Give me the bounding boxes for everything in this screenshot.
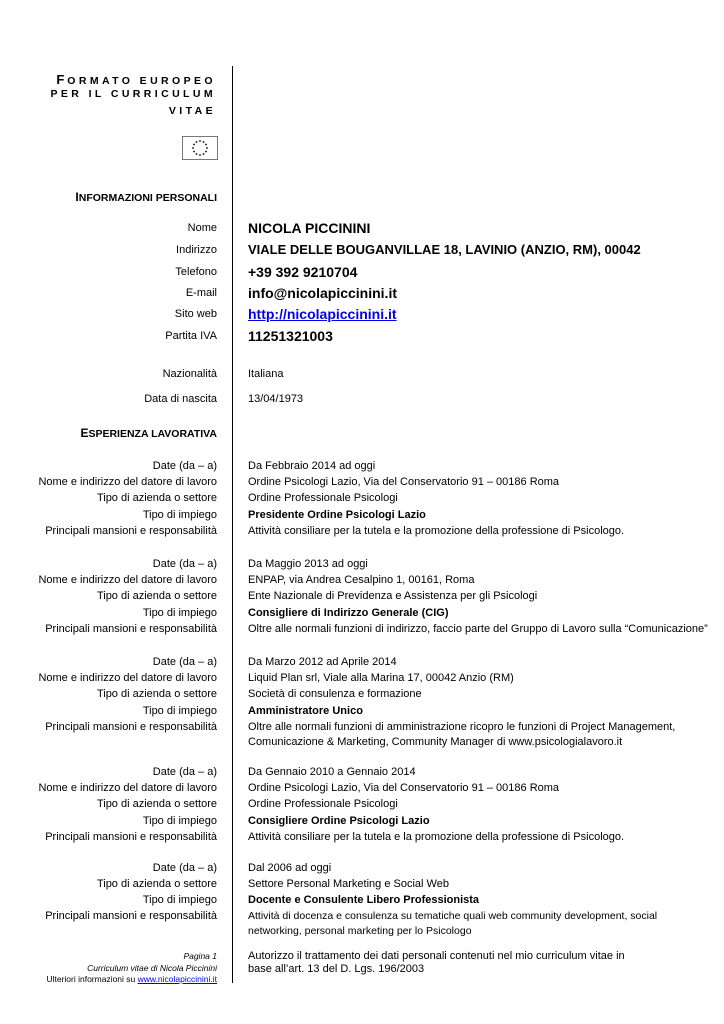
label-dates: Date (da – a) (152, 766, 217, 778)
entry-2-dates: Da Maggio 2013 ad oggi (248, 558, 368, 570)
value-nationality: Italiana (248, 368, 284, 380)
value-address: VIALE DELLE BOUGANVILLAE 18, LAVINIO (ANZIO, RM), 00042 (248, 242, 641, 257)
value-birthdate: 13/04/1973 (248, 393, 304, 405)
cv-title-line1 (56, 72, 216, 87)
entry-4-sector: Ordine Professionale Psicologi (248, 798, 398, 810)
page-number: Pagina 1 (183, 951, 217, 961)
label-sector: Tipo di azienda o settore (96, 492, 217, 504)
label-nationality: Nazionalità (162, 368, 217, 380)
label-job: Tipo di impiego (142, 509, 217, 521)
label-employer: Nome e indirizzo del datore di lavoro (38, 782, 217, 794)
entry-2-employer: ENPAP, via Andrea Cesalpino 1, 00161, Roma (248, 574, 475, 586)
value-phone: +39 392 9210704 (248, 264, 358, 280)
label-address: Indirizzo (176, 244, 217, 256)
entry-3-duties: Oltre alle normali funzioni di amministrazione ricopro le funzioni di Project Management, Comunicazione & Marketing, Community Manager di www.psicologialavoro.it (248, 721, 676, 748)
section-initial: E (80, 426, 89, 440)
column-divider (232, 66, 233, 983)
entry-1-job: Presidente Ordine Psicologi Lazio (248, 509, 426, 521)
label-dates: Date (da – a) (152, 656, 217, 668)
website-link[interactable]: http://nicolapiccinini.it (248, 306, 397, 322)
footer-cv-prefix: Curriculum vitae di (87, 962, 160, 973)
entry-5-sector: Settore Personal Marketing e Social Web (248, 878, 449, 890)
entry-5-dates: Dal 2006 ad oggi (248, 862, 332, 874)
title-rest: ORMATO EUROPEO (67, 75, 216, 87)
footer-cv-line (46, 963, 217, 975)
label-duties: Principali mansioni e responsabilità (45, 910, 217, 922)
label-employer: Nome e indirizzo del datore di lavoro (38, 476, 217, 488)
entry-4-job: Consigliere Ordine Psicologi Lazio (248, 815, 430, 827)
label-employer: Nome e indirizzo del datore di lavoro (38, 574, 217, 586)
eu-flag-icon (182, 136, 218, 160)
footer-more-prefix: Ulteriori informazioni su (46, 974, 138, 984)
label-sector: Tipo di azienda o settore (96, 798, 217, 810)
entry-3-job: Amministratore Unico (248, 705, 363, 717)
cv-title-line3: VITAE (168, 105, 216, 117)
footer-left (46, 951, 217, 986)
label-duties: Principali mansioni e responsabilità (45, 831, 217, 843)
entry-4-employer: Ordine Psicologi Lazio, Via del Conservatorio 91 – 00186 Roma (248, 782, 560, 794)
label-sector: Tipo di azienda o settore (96, 688, 217, 700)
value-email[interactable]: info@nicolapiccinini.it (248, 285, 397, 301)
label-job: Tipo di impiego (142, 815, 217, 827)
label-vat: Partita IVA (165, 330, 217, 342)
label-dates: Date (da – a) (152, 558, 217, 570)
entry-3-sector: Società di consulenza e formazione (248, 688, 422, 700)
label-employer: Nome e indirizzo del datore di lavoro (38, 672, 217, 684)
value-vat: 11251321003 (248, 328, 333, 344)
entry-3-dates: Da Marzo 2012 ad Aprile 2014 (248, 656, 397, 668)
label-website: Sito web (174, 308, 217, 320)
label-phone: Telefono (175, 266, 217, 278)
section-rest: NFORMAZIONI PERSONALI (78, 192, 217, 204)
entry-1-employer: Ordine Psicologi Lazio, Via del Conservatorio 91 – 00186 Roma (248, 476, 560, 488)
label-duties: Principali mansioni e responsabilità (45, 721, 217, 733)
entry-1-sector: Ordine Professionale Psicologi (248, 492, 398, 504)
entry-5-job: Docente e Consulente Libero Professionista (248, 894, 480, 906)
value-name: NICOLA PICCININI (248, 220, 371, 236)
privacy-consent: Autorizzo il trattamento dei dati personali contenuti nel mio curriculum vitae in base all’art. 13 del D. Lgs. 196/2003 (248, 950, 625, 975)
entry-3-employer: Liquid Plan srl, Viale alla Marina 17, 00042 Anzio (RM) (248, 672, 514, 684)
entry-4-dates: Da Gennaio 2010 a Gennaio 2014 (248, 766, 416, 778)
label-job: Tipo di impiego (142, 607, 217, 619)
entry-2-duties: Oltre alle normali funzioni di indirizzo, faccio parte del Gruppo di Lavoro sulla “Comunicazione” (248, 623, 708, 635)
label-sector: Tipo di azienda o settore (96, 590, 217, 602)
label-sector: Tipo di azienda o settore (96, 878, 217, 890)
entry-5-duties: Attività di docenza e consulenza su tematiche quali web community development, social networking, personal marketing per lo Psicologo (248, 910, 658, 937)
footer-cv-name: Nicola Piccinini (159, 962, 217, 973)
footer-website-link[interactable]: www.nicolapiccinini.it (137, 974, 217, 984)
entry-1-dates: Da Febbraio 2014 ad oggi (248, 460, 376, 472)
title-initial: F (56, 72, 68, 87)
section-work-experience (80, 426, 217, 440)
label-job: Tipo di impiego (142, 705, 217, 717)
footer-more-line (46, 974, 217, 986)
label-dates: Date (da – a) (152, 862, 217, 874)
label-birthdate: Data di nascita (144, 393, 217, 405)
cv-title-line2: PER IL CURRICULUM (50, 88, 216, 100)
entry-2-job: Consigliere di Indirizzo Generale (CIG) (248, 607, 449, 619)
label-dates: Date (da – a) (152, 460, 217, 472)
entry-1-duties: Attività consiliare per la tutela e la promozione della professione di Psicologo. (248, 525, 625, 537)
label-duties: Principali mansioni e responsabilità (45, 623, 217, 635)
section-initial: I (75, 190, 79, 204)
section-rest: SPERIENZA LAVORATIVA (88, 428, 217, 440)
label-name: Nome (187, 222, 217, 234)
entry-2-sector: Ente Nazionale di Previdenza e Assistenza per gli Psicologi (248, 590, 538, 602)
label-job: Tipo di impiego (142, 894, 217, 906)
section-personal-info (75, 190, 217, 204)
entry-4-duties: Attività consiliare per la tutela e la promozione della professione di Psicologo. (248, 831, 625, 843)
label-duties: Principali mansioni e responsabilità (45, 525, 217, 537)
label-email: E-mail (185, 287, 217, 299)
